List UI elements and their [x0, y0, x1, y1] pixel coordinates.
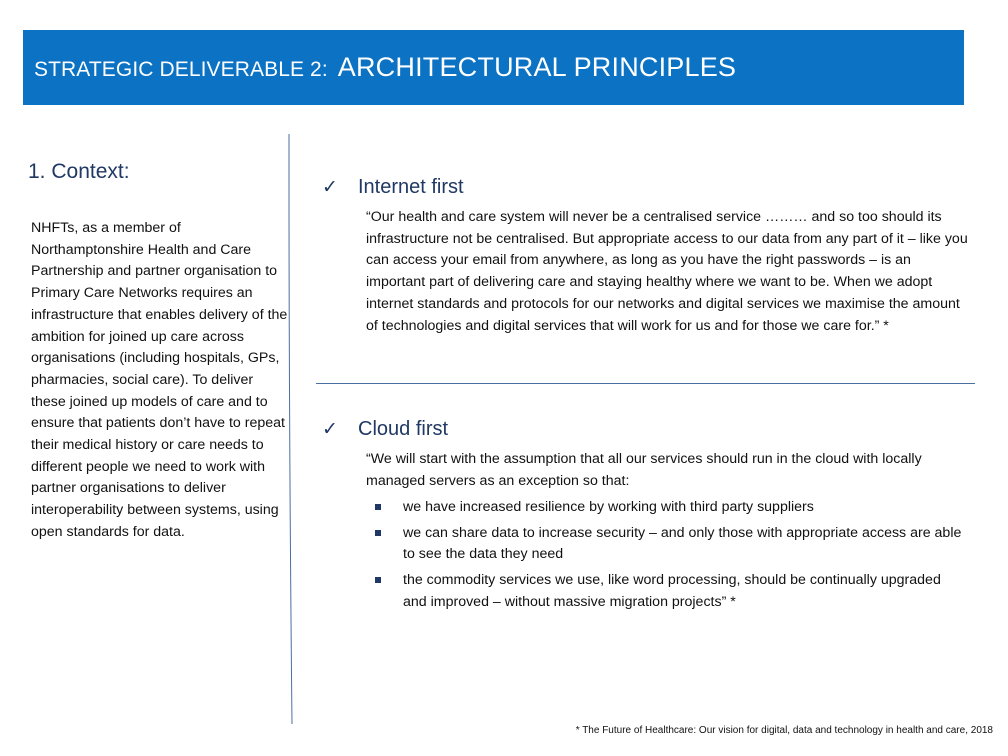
list-item-text: we have increased resilience by working with third party suppliers: [403, 499, 814, 515]
square-bullet-icon: [375, 530, 381, 536]
footnote: * The Future of Healthcare: Our vision for digital, data and technology in health and care, 2018: [575, 725, 993, 736]
checkmark-icon: ✓: [322, 177, 338, 198]
list-item: [366, 523, 966, 566]
section-heading-internet-first: [322, 176, 464, 199]
cloud-first-quote: “We will start with the assumption that all our services should run in the cloud with locally managed servers as an exception so that:: [366, 451, 922, 489]
list-item: [366, 497, 966, 519]
page-title: [34, 52, 736, 83]
page-title-prefix: STRATEGIC DELIVERABLE 2:: [34, 58, 328, 81]
context-heading: 1. Context:: [28, 160, 130, 183]
context-body: NHFTs, as a member of Northamptonshire Health and Care Partnership and partner organisation to Primary Care Networks requires an infrastructure that enables delivery of the ambition for joined up care across organisations (including hospitals, GPs, pharmacies, social care). To deliver these joined up models of care and to ensure that patients don’t have to repeat their medical history or care needs to different people we need to work with partner organisations to deliver interoperability between systems, using open standards for data.: [31, 220, 288, 540]
section-heading-label: Cloud first: [358, 418, 449, 440]
section-heading-label: Internet first: [358, 176, 464, 198]
title-banner: [23, 30, 964, 105]
list-item: [366, 570, 966, 613]
section-heading-cloud-first: [322, 418, 448, 441]
horizontal-divider: [316, 383, 975, 384]
vertical-divider: [288, 134, 295, 724]
list-item-text: we can share data to increase security – and only those with appropriate access are able to see the data they need: [403, 524, 962, 563]
page-title-main: ARCHITECTURAL PRINCIPLES: [337, 52, 737, 82]
list-item-text: the commodity services we use, like word processing, should be continually upgraded and improved – without massive migration projects” *: [403, 572, 941, 610]
cloud-first-bullet-list: [366, 497, 966, 618]
internet-first-quote: “Our health and care system will never be a centralised service ……… and so too should its infrastructure not be centralised. But appropriate access to our data from any part of it – like you can access your email from anywhere, as long as you have the right passwords – is an important part of delivering care and staying healthy where we want to be. When we adopt internet standards and protocols for our networks and digital services we maximise the amount of technologies and digital services that will work for us and for those we care for.” *: [366, 209, 968, 334]
square-bullet-icon: [375, 504, 381, 510]
square-bullet-icon: [375, 577, 381, 583]
checkmark-icon: ✓: [322, 419, 338, 440]
